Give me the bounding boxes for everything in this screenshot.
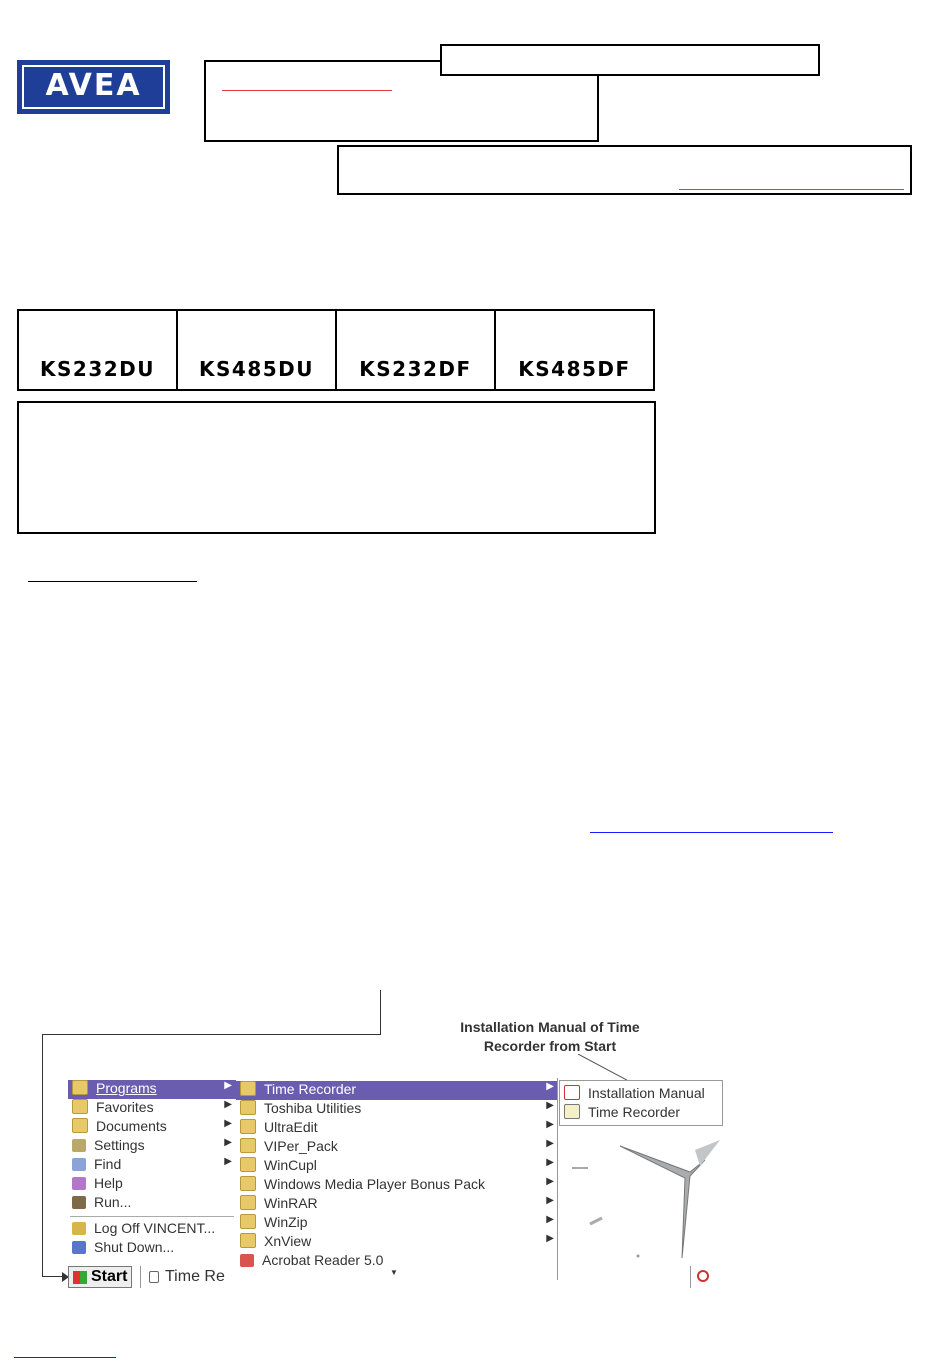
menu-item-label: VIPer_Pack [264, 1138, 338, 1154]
section-heading-underline [28, 581, 197, 582]
hyperlink-underline[interactable] [590, 832, 833, 833]
model-label: KS485DF [518, 357, 631, 381]
folder-icon [240, 1138, 256, 1153]
menu-item-label: Time Recorder [588, 1104, 681, 1120]
help-book-icon [72, 1177, 86, 1190]
menu-border [557, 1078, 558, 1280]
submenu-arrow-icon: ▶ [546, 1138, 554, 1149]
folder-icon [240, 1195, 256, 1210]
model-table [17, 309, 655, 391]
submenu-arrow-icon: ▶ [546, 1119, 554, 1130]
start-menu-item-help[interactable] [68, 1175, 236, 1194]
time-recorder-menu [559, 1080, 723, 1126]
programs-item[interactable] [236, 1100, 558, 1119]
run-icon [72, 1196, 86, 1209]
folder-icon [72, 1080, 88, 1095]
programs-item-time-recorder[interactable] [236, 1081, 558, 1100]
folder-icon [240, 1081, 256, 1096]
pdf-icon [564, 1085, 580, 1100]
menu-item-label: Acrobat Reader 5.0 [262, 1252, 384, 1268]
header-box-top [440, 44, 820, 76]
model-cell [19, 311, 178, 389]
programs-item[interactable] [236, 1195, 558, 1214]
connector-line [42, 1034, 43, 1277]
logoff-key-icon [72, 1222, 86, 1235]
menu-item-label: UltraEdit [264, 1119, 318, 1135]
connector-line [380, 990, 381, 1034]
programs-item[interactable] [236, 1138, 558, 1157]
start-menu [68, 1078, 236, 1280]
submenu-arrow-icon: ▶ [546, 1176, 554, 1187]
time-recorder-icon [149, 1271, 159, 1283]
submenu-arrow-icon: ▶ [546, 1100, 554, 1111]
menu-item-label: Run... [94, 1194, 132, 1210]
model-cell [496, 311, 653, 389]
clock-icon [697, 1270, 709, 1282]
start-menu-item-favorites[interactable] [68, 1099, 236, 1118]
submenu-arrow-icon: ▶ [224, 1080, 232, 1091]
folder-icon [240, 1119, 256, 1134]
description-box [17, 401, 656, 534]
callout-label: Installation Manual of Time Recorder from Start [460, 1019, 640, 1054]
programs-item[interactable] [236, 1214, 558, 1233]
start-menu-item-settings[interactable] [68, 1137, 236, 1156]
menu-divider [70, 1216, 234, 1217]
start-menu-item-logoff[interactable] [68, 1220, 236, 1239]
start-menu-item-find[interactable] [68, 1156, 236, 1175]
taskbar [68, 1266, 236, 1288]
model-label: KS232DU [40, 357, 155, 381]
tray-clock-icon[interactable] [690, 1266, 720, 1288]
model-label: KS232DF [359, 357, 472, 381]
menu-item-label: Settings [94, 1137, 145, 1153]
windows-logo-icon [73, 1271, 87, 1284]
menu-item-label: Toshiba Utilities [264, 1100, 362, 1116]
menu-item-label: Documents [96, 1118, 167, 1134]
menu-item-label: WinCupl [264, 1157, 317, 1173]
time-recorder-icon [564, 1104, 580, 1119]
menu-item-label: Windows Media Player Bonus Pack [264, 1176, 485, 1192]
folder-icon [240, 1157, 256, 1172]
avea-logo [17, 60, 170, 114]
connector-line [42, 1034, 381, 1035]
folder-icon [240, 1176, 256, 1191]
start-button[interactable] [68, 1266, 132, 1288]
footer-link-underline[interactable] [14, 1357, 116, 1358]
start-menu-item-run[interactable] [68, 1194, 236, 1213]
programs-item[interactable] [236, 1233, 558, 1252]
header-box-right [337, 145, 912, 195]
submenu-arrow-icon: ▶ [224, 1137, 232, 1148]
red-underline-right [679, 189, 904, 190]
connector-line [42, 1276, 64, 1277]
start-menu-item-documents[interactable] [68, 1118, 236, 1137]
document-folder-icon [72, 1118, 88, 1133]
shutdown-icon [72, 1241, 86, 1254]
menu-item-label: Shut Down... [94, 1239, 175, 1255]
menu-item-label: Installation Manual [588, 1085, 705, 1101]
menu-item-label: XnView [264, 1233, 312, 1249]
more-items-chevron-icon[interactable]: ▼ [390, 1268, 398, 1277]
menu-item-label: Time Recorder [264, 1081, 357, 1097]
logo-text: AVEA [45, 68, 142, 103]
folder-icon [240, 1214, 256, 1229]
programs-item[interactable] [236, 1176, 558, 1195]
menu-item-time-recorder[interactable] [560, 1104, 720, 1123]
submenu-arrow-icon: ▶ [224, 1099, 232, 1110]
taskbar-button-time-recorder[interactable] [140, 1266, 236, 1288]
magnifier-icon [72, 1158, 86, 1171]
menu-item-label: Favorites [96, 1099, 154, 1115]
taskbar-button-label: Time Re [165, 1268, 225, 1285]
programs-menu [236, 1078, 558, 1280]
submenu-arrow-icon: ▶ [546, 1081, 554, 1092]
red-underline [222, 90, 392, 91]
submenu-arrow-icon: ▶ [546, 1214, 554, 1225]
submenu-arrow-icon: ▶ [546, 1157, 554, 1168]
submenu-arrow-icon: ▶ [224, 1156, 232, 1167]
menu-item-label: Programs [96, 1080, 157, 1096]
model-cell [337, 311, 496, 389]
submenu-arrow-icon: ▶ [546, 1233, 554, 1244]
folder-icon [240, 1233, 256, 1248]
programs-item[interactable] [236, 1157, 558, 1176]
submenu-arrow-icon: ▶ [546, 1195, 554, 1206]
star-folder-icon [72, 1099, 88, 1114]
start-button-label: Start [91, 1268, 128, 1285]
menu-item-label: WinZip [264, 1214, 308, 1230]
model-cell [178, 311, 337, 389]
submenu-arrow-icon: ▶ [224, 1118, 232, 1129]
menu-item-label: Help [94, 1175, 123, 1191]
start-menu-item-shutdown[interactable] [68, 1239, 236, 1258]
start-menu-item-programs[interactable] [68, 1080, 236, 1099]
model-label: KS485DU [199, 357, 314, 381]
menu-item-installation-manual[interactable] [560, 1085, 720, 1104]
programs-item[interactable] [236, 1119, 558, 1138]
settings-icon [72, 1139, 86, 1152]
menu-item-label: Find [94, 1156, 122, 1172]
folder-icon [240, 1100, 256, 1115]
menu-item-label: Log Off VINCENT... [94, 1220, 216, 1236]
acrobat-icon [240, 1254, 254, 1267]
start-menu-figure [40, 990, 730, 1290]
menu-item-label: WinRAR [264, 1195, 318, 1211]
